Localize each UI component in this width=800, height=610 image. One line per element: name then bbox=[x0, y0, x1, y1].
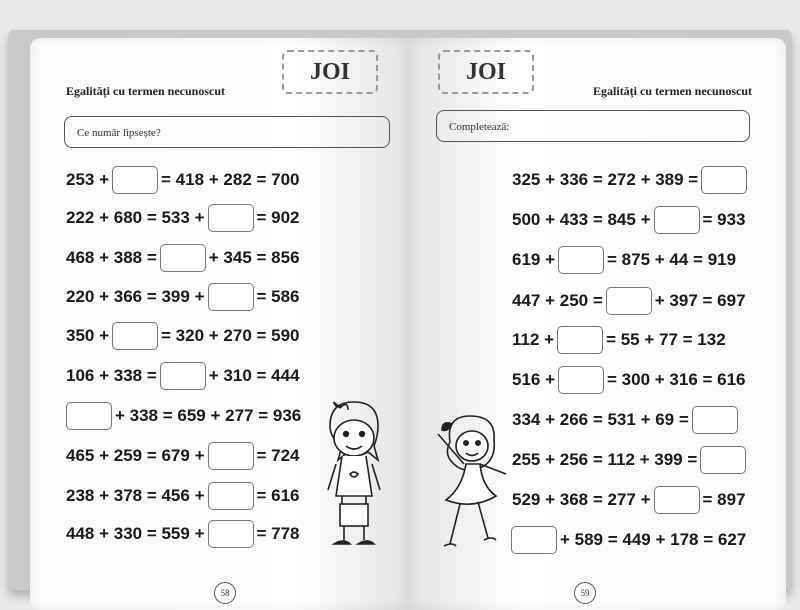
equation-row: 253 + = 418 + 282 = 700 bbox=[66, 166, 300, 194]
equation-row: 220 + 366 = 399 + = 586 bbox=[66, 283, 300, 311]
answer-box[interactable] bbox=[208, 283, 254, 311]
answer-box[interactable] bbox=[692, 406, 738, 434]
dancing-girl-icon bbox=[430, 412, 514, 562]
answer-box[interactable] bbox=[112, 322, 158, 350]
answer-box[interactable] bbox=[112, 166, 158, 194]
equation-row: 516 + = 300 + 316 = 616 bbox=[512, 366, 746, 394]
answer-box[interactable] bbox=[654, 486, 700, 514]
equation-row: 350 + = 320 + 270 = 590 bbox=[66, 322, 300, 350]
equation-row: 447 + 250 = + 397 = 697 bbox=[512, 287, 746, 315]
answer-box[interactable] bbox=[66, 402, 112, 430]
book-cover bbox=[8, 30, 792, 598]
answer-box[interactable] bbox=[606, 287, 652, 315]
answer-box[interactable] bbox=[208, 482, 254, 510]
page-number: 59 bbox=[574, 582, 596, 604]
left-page bbox=[30, 38, 408, 610]
answer-box[interactable] bbox=[558, 246, 604, 274]
answer-box[interactable] bbox=[160, 244, 206, 272]
answer-box[interactable] bbox=[208, 520, 254, 548]
answer-box[interactable] bbox=[208, 442, 254, 470]
equation-row: 106 + 338 = + 310 = 444 bbox=[66, 362, 300, 390]
girl-with-bow-icon bbox=[316, 394, 392, 560]
day-label: JOI bbox=[438, 50, 534, 94]
answer-box[interactable] bbox=[208, 204, 254, 232]
equation-row: + 589 = 449 + 178 = 627 bbox=[508, 526, 746, 554]
topic-title: Egalități cu termen necunoscut bbox=[66, 84, 225, 98]
equation-row: 500 + 433 = 845 + = 933 bbox=[512, 206, 746, 234]
answer-box[interactable] bbox=[511, 526, 557, 554]
equation-row: 529 + 368 = 277 + = 897 bbox=[512, 486, 746, 514]
equation-row: 222 + 680 = 533 + = 902 bbox=[66, 204, 300, 232]
instruction-box: Ce număr lipsește? bbox=[64, 116, 390, 148]
equation-row: 112 + = 55 + 77 = 132 bbox=[512, 326, 726, 354]
answer-box[interactable] bbox=[160, 362, 206, 390]
right-page bbox=[408, 38, 786, 610]
day-label: JOI bbox=[282, 50, 378, 94]
instruction-box: Completează: bbox=[436, 110, 750, 142]
equation-row: 334 + 266 = 531 + 69 = bbox=[512, 406, 741, 434]
equation-row: 325 + 336 = 272 + 389 = bbox=[512, 166, 750, 194]
equation-row: + 338 = 659 + 277 = 936 bbox=[63, 402, 301, 430]
answer-box[interactable] bbox=[557, 326, 603, 354]
equation-row: 465 + 259 = 679 + = 724 bbox=[66, 442, 300, 470]
answer-box[interactable] bbox=[701, 166, 747, 194]
equation-row: 255 + 256 = 112 + 399 = bbox=[512, 446, 749, 474]
answer-box[interactable] bbox=[700, 446, 746, 474]
topic-title: Egalități cu termen necunoscut bbox=[593, 84, 752, 98]
equation-row: 468 + 388 = + 345 = 856 bbox=[66, 244, 300, 272]
answer-box[interactable] bbox=[654, 206, 700, 234]
answer-box[interactable] bbox=[558, 366, 604, 394]
equation-row: 619 + = 875 + 44 = 919 bbox=[512, 246, 736, 274]
equation-row: 238 + 378 = 456 + = 616 bbox=[66, 482, 300, 510]
equation-row: 448 + 330 = 559 + = 778 bbox=[66, 520, 300, 548]
page-number: 58 bbox=[214, 582, 236, 604]
